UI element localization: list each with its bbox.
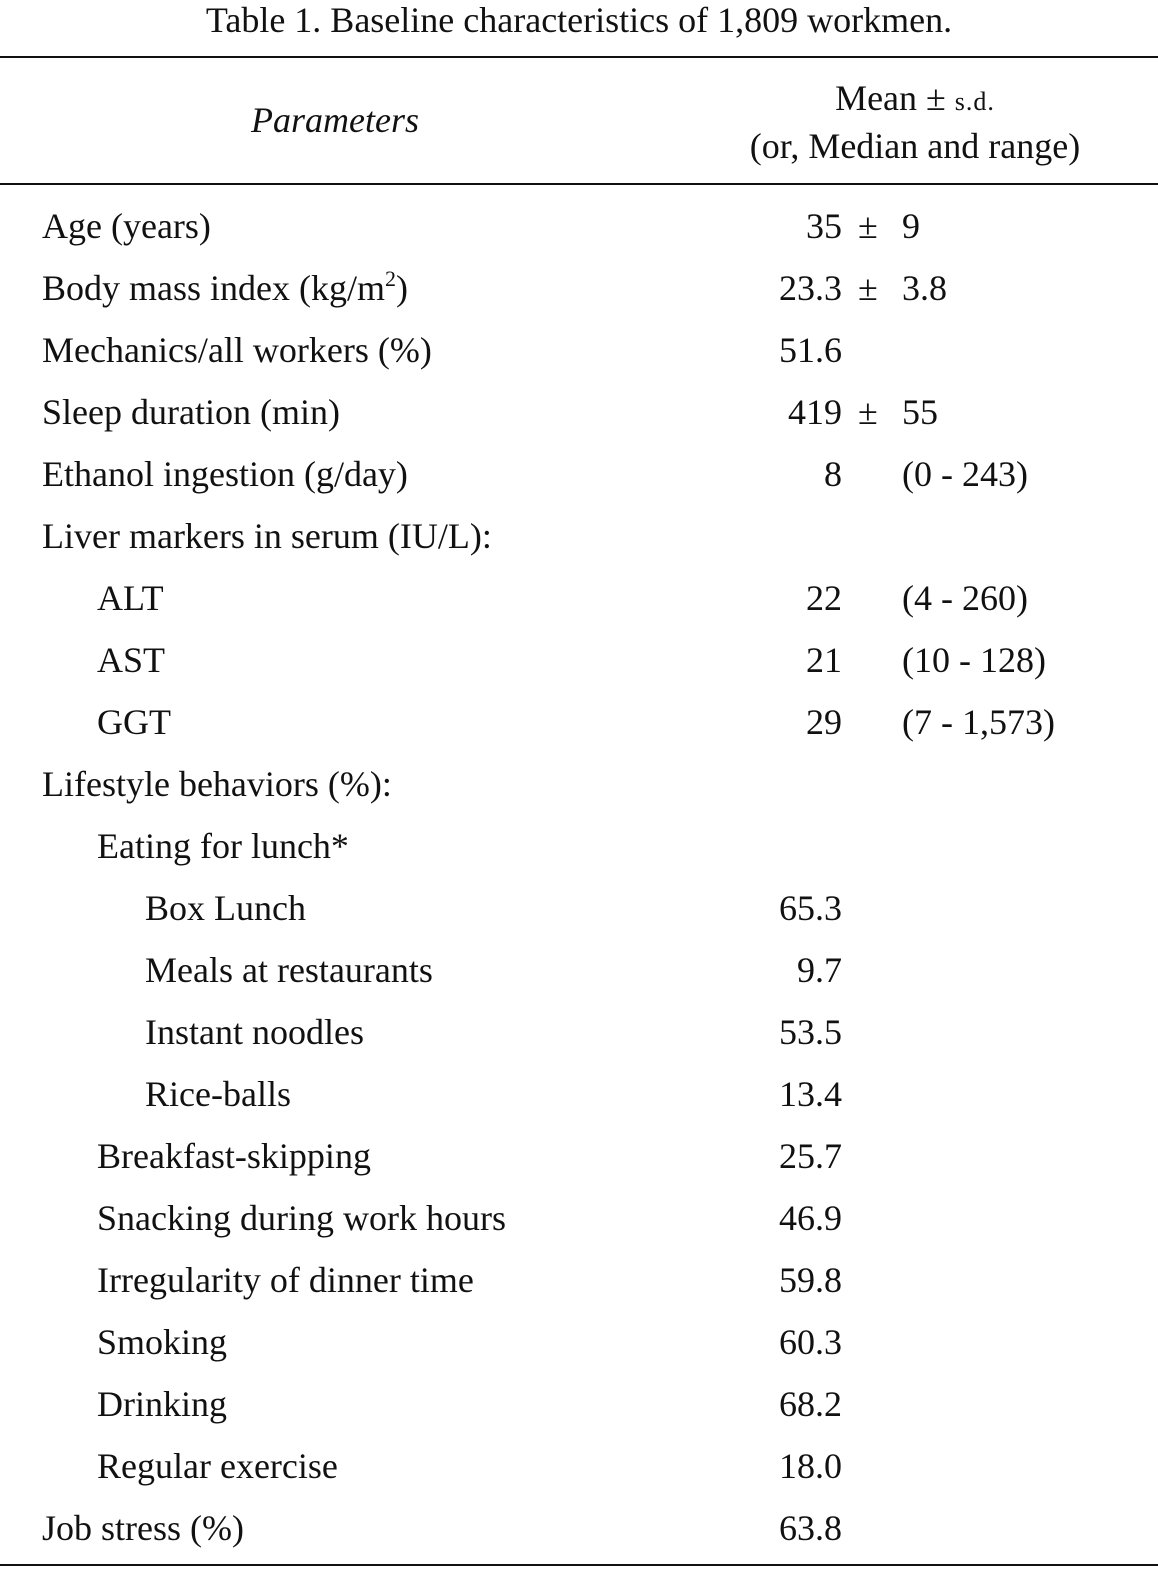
row-sd: 55 bbox=[902, 392, 938, 432]
row-range: (7 - 1,573) bbox=[902, 702, 1055, 742]
table-row bbox=[0, 939, 1158, 1001]
row-value: 419 bbox=[788, 392, 842, 432]
row-value: 9.7 bbox=[797, 950, 842, 990]
table-row bbox=[0, 195, 1158, 257]
row-label: Regular exercise bbox=[97, 1446, 338, 1486]
table-section-row bbox=[0, 505, 1158, 567]
row-label: Snacking during work hours bbox=[97, 1198, 506, 1238]
subsection-label: Eating for lunch* bbox=[97, 826, 349, 866]
row-label: Box Lunch bbox=[145, 888, 306, 928]
table-row bbox=[0, 1311, 1158, 1373]
row-value: 35 bbox=[806, 206, 842, 246]
table-row bbox=[0, 1435, 1158, 1497]
header-rule bbox=[0, 183, 1158, 185]
table-row bbox=[0, 1001, 1158, 1063]
section-label: Lifestyle behaviors (%): bbox=[42, 764, 392, 804]
plus-minus-sign: ± bbox=[858, 392, 878, 432]
row-label: Rice-balls bbox=[145, 1074, 291, 1114]
row-value: 13.4 bbox=[779, 1074, 842, 1114]
bottom-rule bbox=[0, 1564, 1158, 1566]
header-stat-sd: s.d. bbox=[954, 87, 995, 116]
row-value: 53.5 bbox=[779, 1012, 842, 1052]
section-label: Liver markers in serum (IU/L): bbox=[42, 516, 492, 556]
table-row bbox=[0, 443, 1158, 505]
row-label-text: Body mass index (kg/m bbox=[42, 268, 385, 308]
row-sd: 9 bbox=[902, 206, 920, 246]
row-label: Mechanics/all workers (%) bbox=[42, 330, 432, 370]
table-row bbox=[0, 1249, 1158, 1311]
row-label: Meals at restaurants bbox=[145, 950, 433, 990]
row-label: AST bbox=[97, 640, 166, 680]
row-label: Smoking bbox=[97, 1322, 228, 1362]
plus-minus-sign: ± bbox=[858, 268, 878, 308]
header-statistics bbox=[680, 76, 1150, 168]
row-label: Sleep duration (min) bbox=[42, 392, 340, 432]
table-row bbox=[0, 567, 1158, 629]
row-value: 22 bbox=[806, 578, 842, 618]
table-row bbox=[0, 1373, 1158, 1435]
row-value: 68.2 bbox=[779, 1384, 842, 1424]
header-parameters: Parameters bbox=[251, 100, 419, 140]
row-value: 21 bbox=[806, 640, 842, 680]
row-label-superscript: 2 bbox=[384, 266, 396, 291]
row-label-text-end: ) bbox=[395, 268, 408, 308]
row-label: Ethanol ingestion (g/day) bbox=[42, 454, 408, 494]
row-range: (10 - 128) bbox=[902, 640, 1046, 680]
row-label: Irregularity of dinner time bbox=[97, 1260, 474, 1300]
row-range: (4 - 260) bbox=[902, 578, 1028, 618]
top-rule bbox=[0, 56, 1158, 58]
table-row bbox=[0, 319, 1158, 381]
table-row bbox=[0, 691, 1158, 753]
row-value: 29 bbox=[806, 702, 842, 742]
row-value: 65.3 bbox=[779, 888, 842, 928]
header-statistics-line1 bbox=[680, 76, 1150, 124]
table-row bbox=[0, 1497, 1158, 1559]
table-row bbox=[0, 257, 1158, 319]
row-value: 46.9 bbox=[779, 1198, 842, 1238]
row-value: 63.8 bbox=[779, 1508, 842, 1548]
plus-minus-sign: ± bbox=[858, 206, 878, 246]
table-row bbox=[0, 629, 1158, 691]
row-sd: 3.8 bbox=[902, 268, 947, 308]
row-label bbox=[42, 257, 408, 319]
row-value: 25.7 bbox=[779, 1136, 842, 1176]
header-statistics-line2: (or, Median and range) bbox=[749, 126, 1081, 166]
row-label: Job stress (%) bbox=[42, 1508, 244, 1548]
row-value: 23.3 bbox=[779, 268, 842, 308]
row-value: 51.6 bbox=[779, 330, 842, 370]
row-value: 8 bbox=[824, 454, 842, 494]
table-row bbox=[0, 381, 1158, 443]
table-subsection-row bbox=[0, 815, 1158, 877]
row-label: GGT bbox=[97, 702, 171, 742]
row-value: 18.0 bbox=[779, 1446, 842, 1486]
table-section-row bbox=[0, 753, 1158, 815]
row-range: (0 - 243) bbox=[902, 454, 1028, 494]
row-value: 59.8 bbox=[779, 1260, 842, 1300]
table-caption: Table 1. Baseline characteristics of 1,809 workmen. bbox=[205, 0, 953, 40]
table-row bbox=[0, 1187, 1158, 1249]
row-label: Age (years) bbox=[42, 206, 211, 246]
table-row bbox=[0, 1063, 1158, 1125]
header-stat-prefix: Mean ± bbox=[835, 78, 955, 118]
table-row bbox=[0, 1125, 1158, 1187]
row-label: ALT bbox=[97, 578, 164, 618]
row-label: Instant noodles bbox=[145, 1012, 364, 1052]
table-row bbox=[0, 877, 1158, 939]
row-label: Drinking bbox=[97, 1384, 227, 1424]
row-label: Breakfast-skipping bbox=[97, 1136, 371, 1176]
row-value: 60.3 bbox=[779, 1322, 842, 1362]
